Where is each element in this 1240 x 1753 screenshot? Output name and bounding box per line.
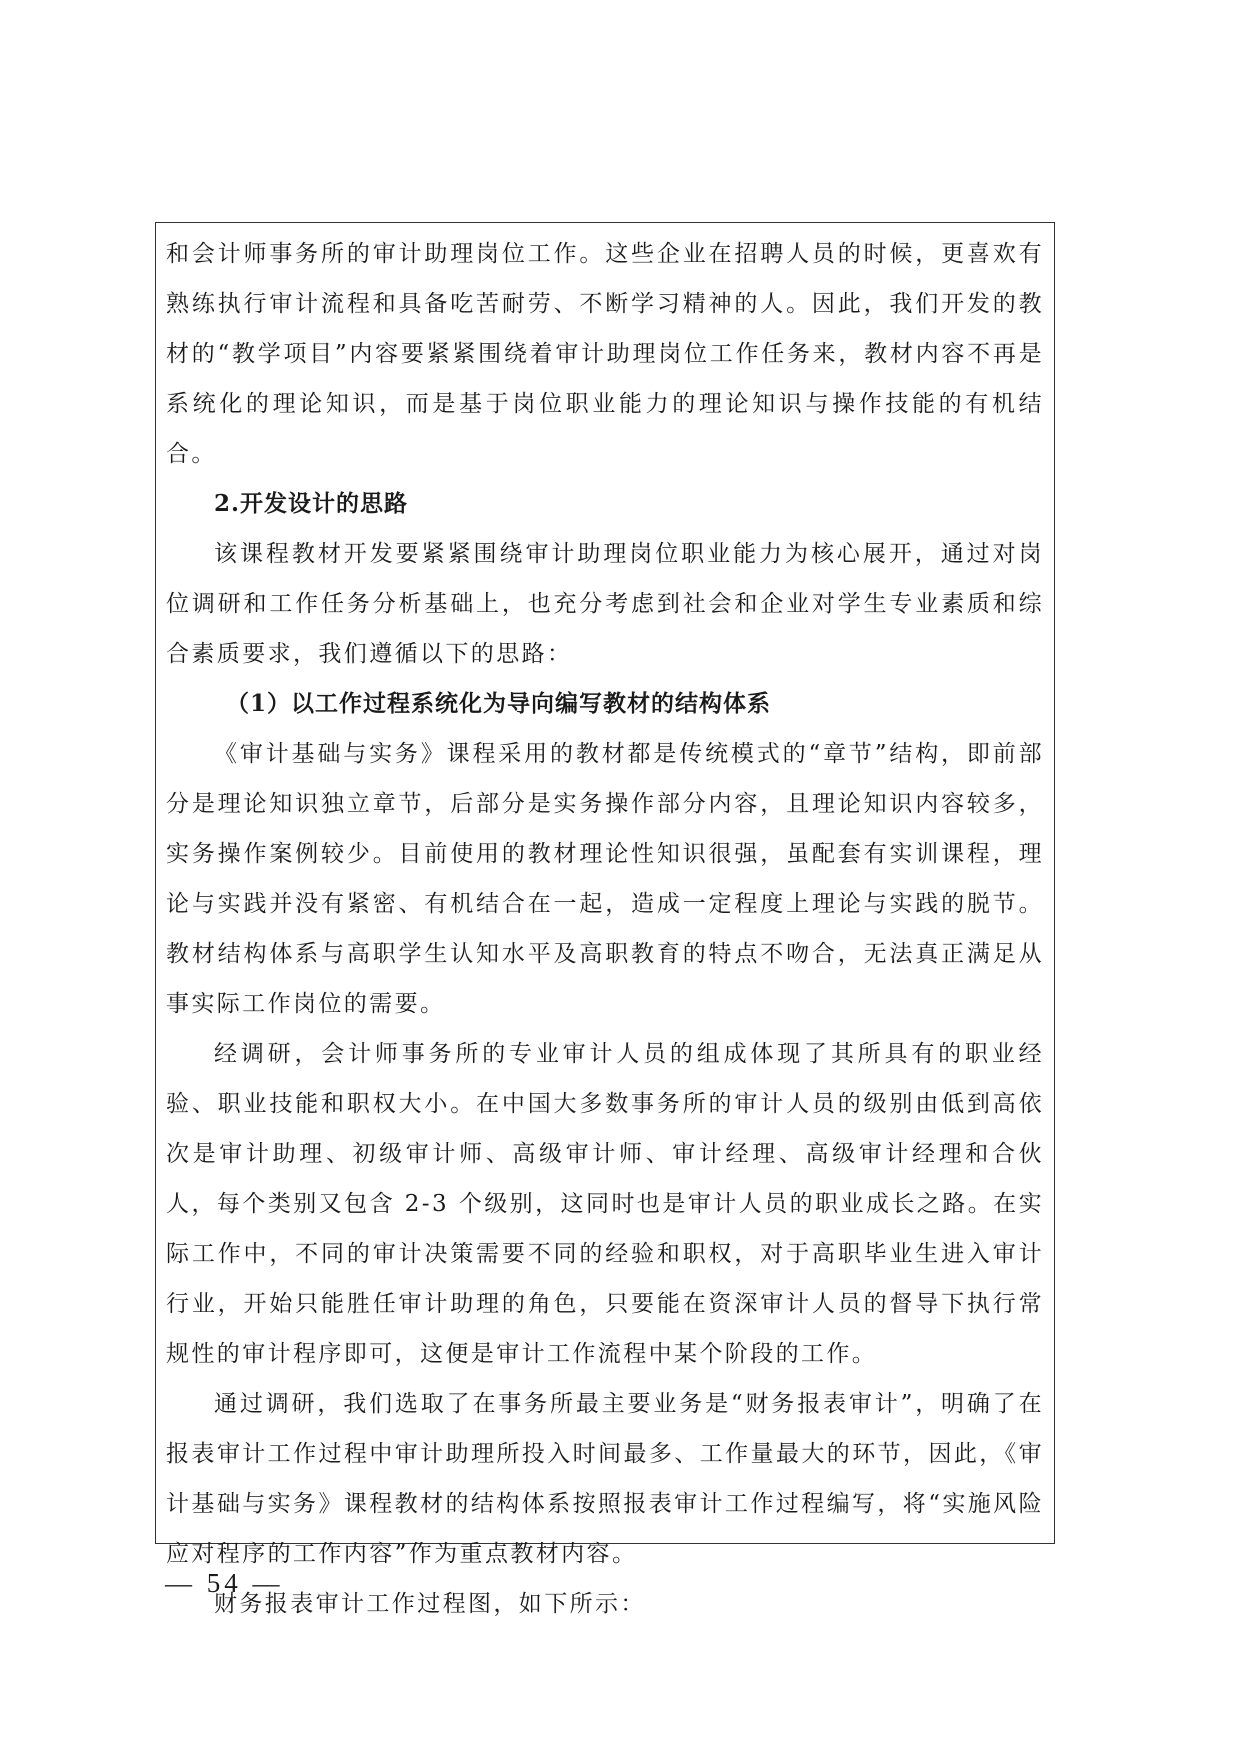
section-heading: 2.开发设计的思路	[214, 490, 409, 517]
paragraph-intro: 和会计师事务所的审计助理岗位工作。这些企业在招聘人员的时候，更喜欢有熟练执行审计流程和具备吃苦耐劳、不断学习精神的人。因此，我们开发的教材的“教学项目”内容要紧紧围绕着审计助理岗位工作任务来，教材内容不再是系统化的理论知识，而是基于岗位职业能力的理论知识与操作技能的有机结合。	[166, 241, 1044, 467]
paragraph-selection: 通过调研，我们选取了在事务所最主要业务是“财务报表审计”，明确了在报表审计工作过程中审计助理所投入时间最多、工作量最大的环节，因此，《审计基础与实务》课程教材的结构体系按照报表审计工作过程编写，将“实施风险应对程序的工作内容”作为重点教材内容。	[166, 1391, 1044, 1567]
paragraph-structure: 《审计基础与实务》课程采用的教材都是传统模式的“章节”结构，即前部分是理论知识独立章节，后部分是实务操作部分内容，且理论知识内容较多，实务操作案例较少。目前使用的教材理论性知识很强，虽配套有实训课程，理论与实践并没有紧密、有机结合在一起，造成一定程度上理论与实践的脱节。教材结构体系与高职学生认知水平及高职教育的特点不吻合，无法真正满足从事实际工作岗位的需要。	[166, 741, 1044, 1017]
paragraph-research: 经调研，会计师事务所的专业审计人员的组成体现了其所具有的职业经验、职业技能和职权大小。在中国大多数事务所的审计人员的级别由低到高依次是审计助理、初级审计师、高级审计师、审计经理、高级审计经理和合伙人，每个类别又包含 2-3 个级别，这同时也是审计人员的职业成长之路。在实际工作中，不同的审计决策需要不同的经验和职权，对于高职毕业生进入审计行业，开始只能胜任审计助理的角色，只要能在资深审计人员的督导下执行常规性的审计程序即可，这便是审计工作流程中某个阶段的工作。	[166, 1041, 1044, 1367]
paragraph-section-intro: 该课程教材开发要紧紧围绕审计助理岗位职业能力为核心展开，通过对岗位调研和工作任务分析基础上，也充分考虑到社会和企业对学生专业素质和综合素质要求，我们遵循以下的思路：	[166, 541, 1044, 667]
page-number: — 54 —	[165, 1568, 284, 1598]
subsection-heading: （1）以工作过程系统化为导向编写教材的结构体系	[226, 690, 772, 717]
paragraph-figure-intro: 财务报表审计工作过程图，如下所示：	[214, 1591, 646, 1617]
